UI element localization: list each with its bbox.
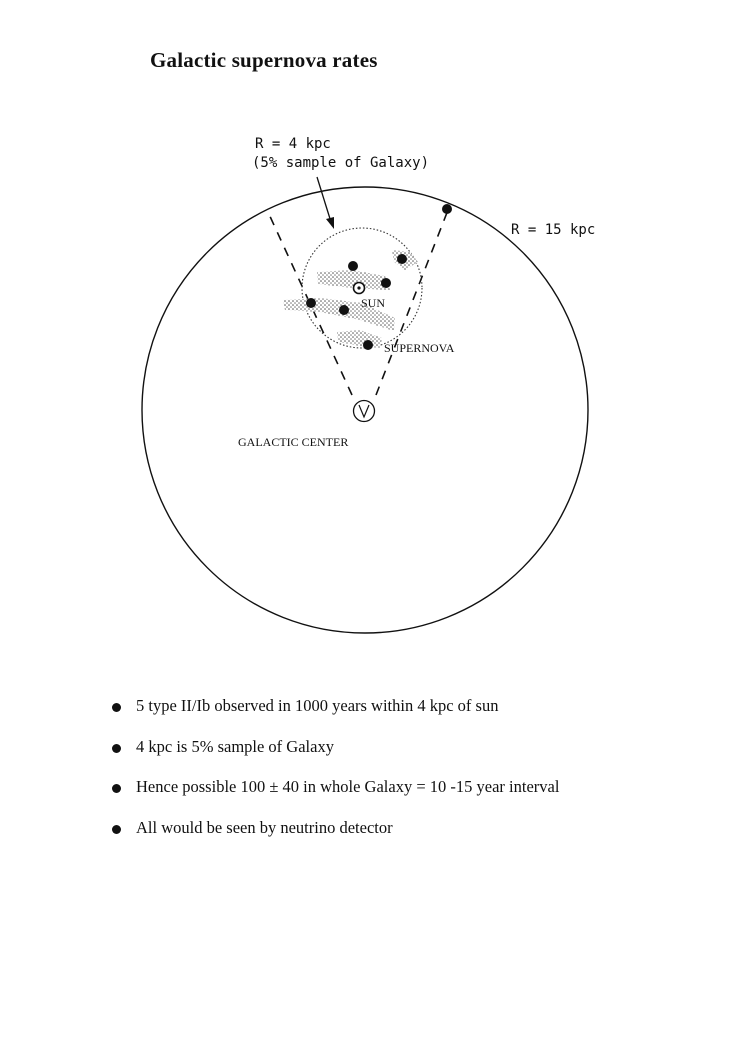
galaxy-boundary-circle bbox=[142, 187, 588, 633]
supernova-dot bbox=[397, 254, 407, 264]
supernova-label: SUPERNOVA bbox=[384, 341, 455, 355]
sample-region-label-line1: R = 4 kpc bbox=[255, 136, 331, 152]
list-item-text: 5 type II/Ib observed in 1000 years within 4 kpc of sun bbox=[136, 696, 499, 715]
galactic-center-icon bbox=[354, 401, 375, 422]
sun-label: SUN bbox=[361, 296, 386, 310]
galactic-center-label: GALACTIC CENTER bbox=[238, 435, 349, 449]
list-item bbox=[112, 776, 559, 817]
bullet-icon bbox=[112, 825, 121, 834]
sun-icon bbox=[354, 283, 365, 294]
list-item-text: Hence possible 100 ± 40 in whole Galaxy = 10 -15 year interval bbox=[136, 777, 560, 796]
sample-region-label-line2: (5% sample of Galaxy) bbox=[252, 155, 430, 171]
bullet-icon bbox=[112, 703, 121, 712]
list-item-text: 4 kpc is 5% sample of Galaxy bbox=[136, 736, 334, 756]
arrow-icon bbox=[317, 177, 334, 229]
supernova-dot bbox=[381, 278, 391, 288]
bullet-icon bbox=[112, 744, 121, 753]
bullet-list bbox=[112, 695, 559, 857]
supernova-dot bbox=[442, 204, 452, 214]
list-item bbox=[112, 736, 559, 777]
supernova-dot bbox=[363, 340, 373, 350]
galaxy-radius-label: R = 15 kpc bbox=[511, 222, 596, 238]
bullet-icon bbox=[112, 784, 121, 793]
page-title: Galactic supernova rates bbox=[150, 48, 378, 72]
list-item bbox=[112, 695, 559, 736]
supernova-dot bbox=[348, 261, 358, 271]
supernova-dot bbox=[306, 298, 316, 308]
list-item-text: All would be seen by neutrino detector bbox=[136, 817, 393, 837]
list-item bbox=[112, 817, 559, 858]
cone-line-right bbox=[376, 210, 448, 395]
supernova-dot bbox=[339, 305, 349, 315]
